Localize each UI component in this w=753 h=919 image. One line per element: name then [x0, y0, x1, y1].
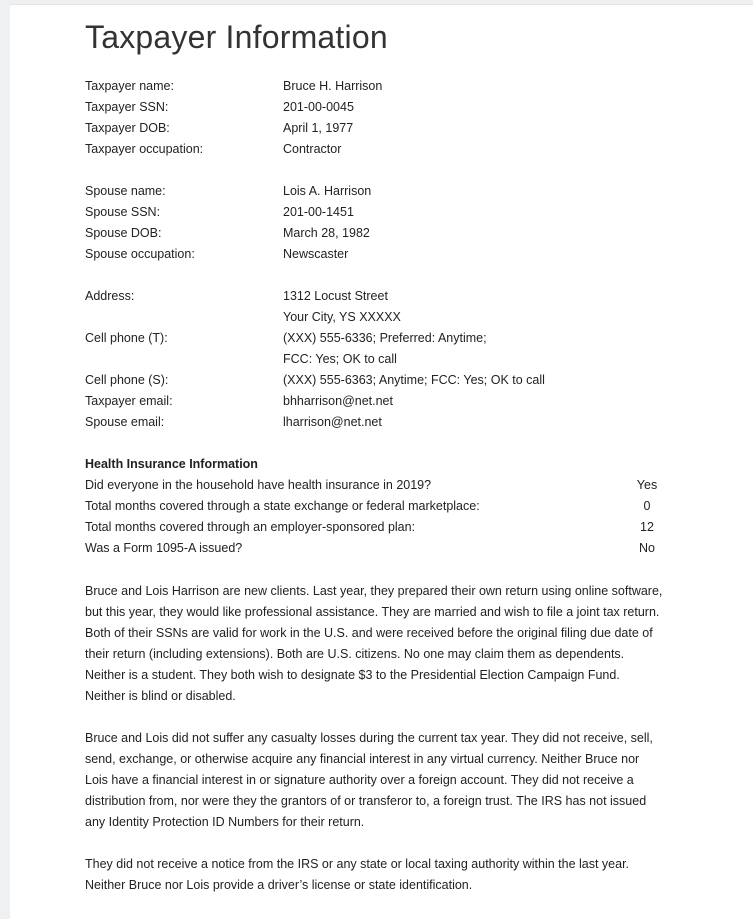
health-question-row [85, 538, 675, 559]
text-line: Bruce and Lois Harrison are new clients. Last year, they prepared their own return using online software, [85, 584, 663, 598]
spouse-email-value: lharrison@net.net [283, 415, 382, 429]
field-label: Taxpayer occupation: [85, 142, 204, 156]
cell-phone-spouse-row [85, 370, 675, 391]
field-label: Spouse DOB: [85, 226, 162, 240]
spouse-ssn-row [85, 202, 675, 223]
address-line1: 1312 Locust Street [283, 289, 388, 303]
spouse-dob-row [85, 223, 675, 244]
field-label: Taxpayer SSN: [85, 100, 169, 114]
taxpayer-occupation-value: Contractor [283, 142, 342, 156]
spouse-dob-value: March 28, 1982 [283, 226, 370, 240]
spouse-occupation-value: Newscaster [283, 247, 349, 261]
narrative-section [85, 581, 675, 917]
taxpayer-dob-value: April 1, 1977 [283, 121, 354, 135]
field-label: Spouse name: [85, 184, 166, 198]
health-question-row [85, 496, 675, 517]
health-answer: No [639, 541, 655, 555]
spouse-name-value: Lois A. Harrison [283, 184, 372, 198]
taxpayer-ssn-value: 201-00-0045 [283, 100, 354, 114]
text-line: any Identity Protection ID Numbers for their return. [85, 815, 365, 829]
taxpayer-ssn-row [85, 97, 675, 118]
health-question: Did everyone in the household have health insurance in 2019? [85, 478, 432, 492]
spacer [85, 160, 675, 181]
address-row-2 [85, 307, 675, 328]
field-label: Address: [85, 289, 135, 303]
health-insurance-section [85, 454, 675, 559]
taxpayer-email-value: bhharrison@net.net [283, 394, 393, 408]
taxpayer-name-value: Bruce H. Harrison [283, 79, 383, 93]
text-line: distribution from, nor were they the grantors of or transferor to, a foreign trust. The IRS has not issued [85, 794, 647, 808]
spacer [85, 265, 675, 286]
spouse-ssn-value: 201-00-1451 [283, 205, 354, 219]
health-answer: Yes [636, 478, 658, 492]
text-line: Lois have a financial interest in or signature authority over a foreign account. They did not receive a [85, 773, 634, 787]
field-label: Spouse SSN: [85, 205, 161, 219]
text-line: Neither is blind or disabled. [85, 689, 236, 703]
field-label: Cell phone (T): [85, 331, 168, 345]
text-line: They did not receive a notice from the IRS or any state or local taxing authority within the last year. [85, 857, 630, 871]
text-line: Neither Bruce nor Lois provide a driver’s license or state identification. [85, 878, 473, 892]
address-row [85, 286, 675, 307]
cell-phone-taxpayer-row-2 [85, 349, 675, 370]
health-question: Total months covered through a state exchange or federal marketplace: [85, 499, 480, 513]
field-label: Cell phone (S): [85, 373, 169, 387]
health-answer: 12 [640, 520, 654, 534]
page-title: Taxpayer Information [85, 19, 388, 55]
text-line: Bruce and Lois did not suffer any casualty losses during the current tax year. They did not receive, sell, [85, 731, 653, 745]
cell-phone-taxpayer-line2: FCC: Yes; OK to call [283, 352, 397, 366]
field-label: Taxpayer name: [85, 79, 174, 93]
field-label: Taxpayer email: [85, 394, 173, 408]
narrative-paragraph-financial [85, 728, 675, 833]
narrative-paragraph-notices [85, 854, 675, 896]
spouse-occupation-row [85, 244, 675, 265]
spouse-email-row [85, 412, 675, 433]
text-line: their return (including extensions). Both are U.S. citizens. No one may claim them as dependents. [85, 647, 625, 661]
address-line2: Your City, YS XXXXX [283, 310, 401, 324]
health-question-row [85, 517, 675, 538]
spouse-name-row [85, 181, 675, 202]
personal-info-section [85, 76, 675, 433]
taxpayer-email-row [85, 391, 675, 412]
health-question-row [85, 475, 675, 496]
text-line: Both of their SSNs are valid for work in the U.S. and were received before the original filing due date of [85, 626, 653, 640]
health-answer: 0 [643, 499, 651, 513]
taxpayer-dob-row [85, 118, 675, 139]
text-line: Neither is a student. They both wish to designate $3 to the Presidential Election Campaign Fund. [85, 668, 620, 682]
health-insurance-heading: Health Insurance Information [85, 457, 258, 471]
field-label: Spouse email: [85, 415, 165, 429]
cell-phone-taxpayer-row [85, 328, 675, 349]
taxpayer-occupation-row [85, 139, 675, 160]
field-label: Spouse occupation: [85, 247, 195, 261]
health-question: Was a Form 1095-A issued? [85, 541, 243, 555]
text-line: but this year, they would like professional assistance. They are married and wish to file a joint tax return. [85, 605, 660, 619]
cell-phone-taxpayer-line1: (XXX) 555-6336; Preferred: Anytime; [283, 331, 487, 345]
document-page [10, 4, 753, 919]
cell-phone-spouse-value: (XXX) 555-6363; Anytime; FCC: Yes; OK to call [283, 373, 545, 387]
health-question: Total months covered through an employer-sponsored plan: [85, 520, 416, 534]
field-label: Taxpayer DOB: [85, 121, 170, 135]
text-line: send, exchange, or otherwise acquire any financial interest in any virtual currency. Neither Bruce nor [85, 752, 640, 766]
taxpayer-name-row [85, 76, 675, 97]
narrative-paragraph-filing-status [85, 581, 675, 707]
